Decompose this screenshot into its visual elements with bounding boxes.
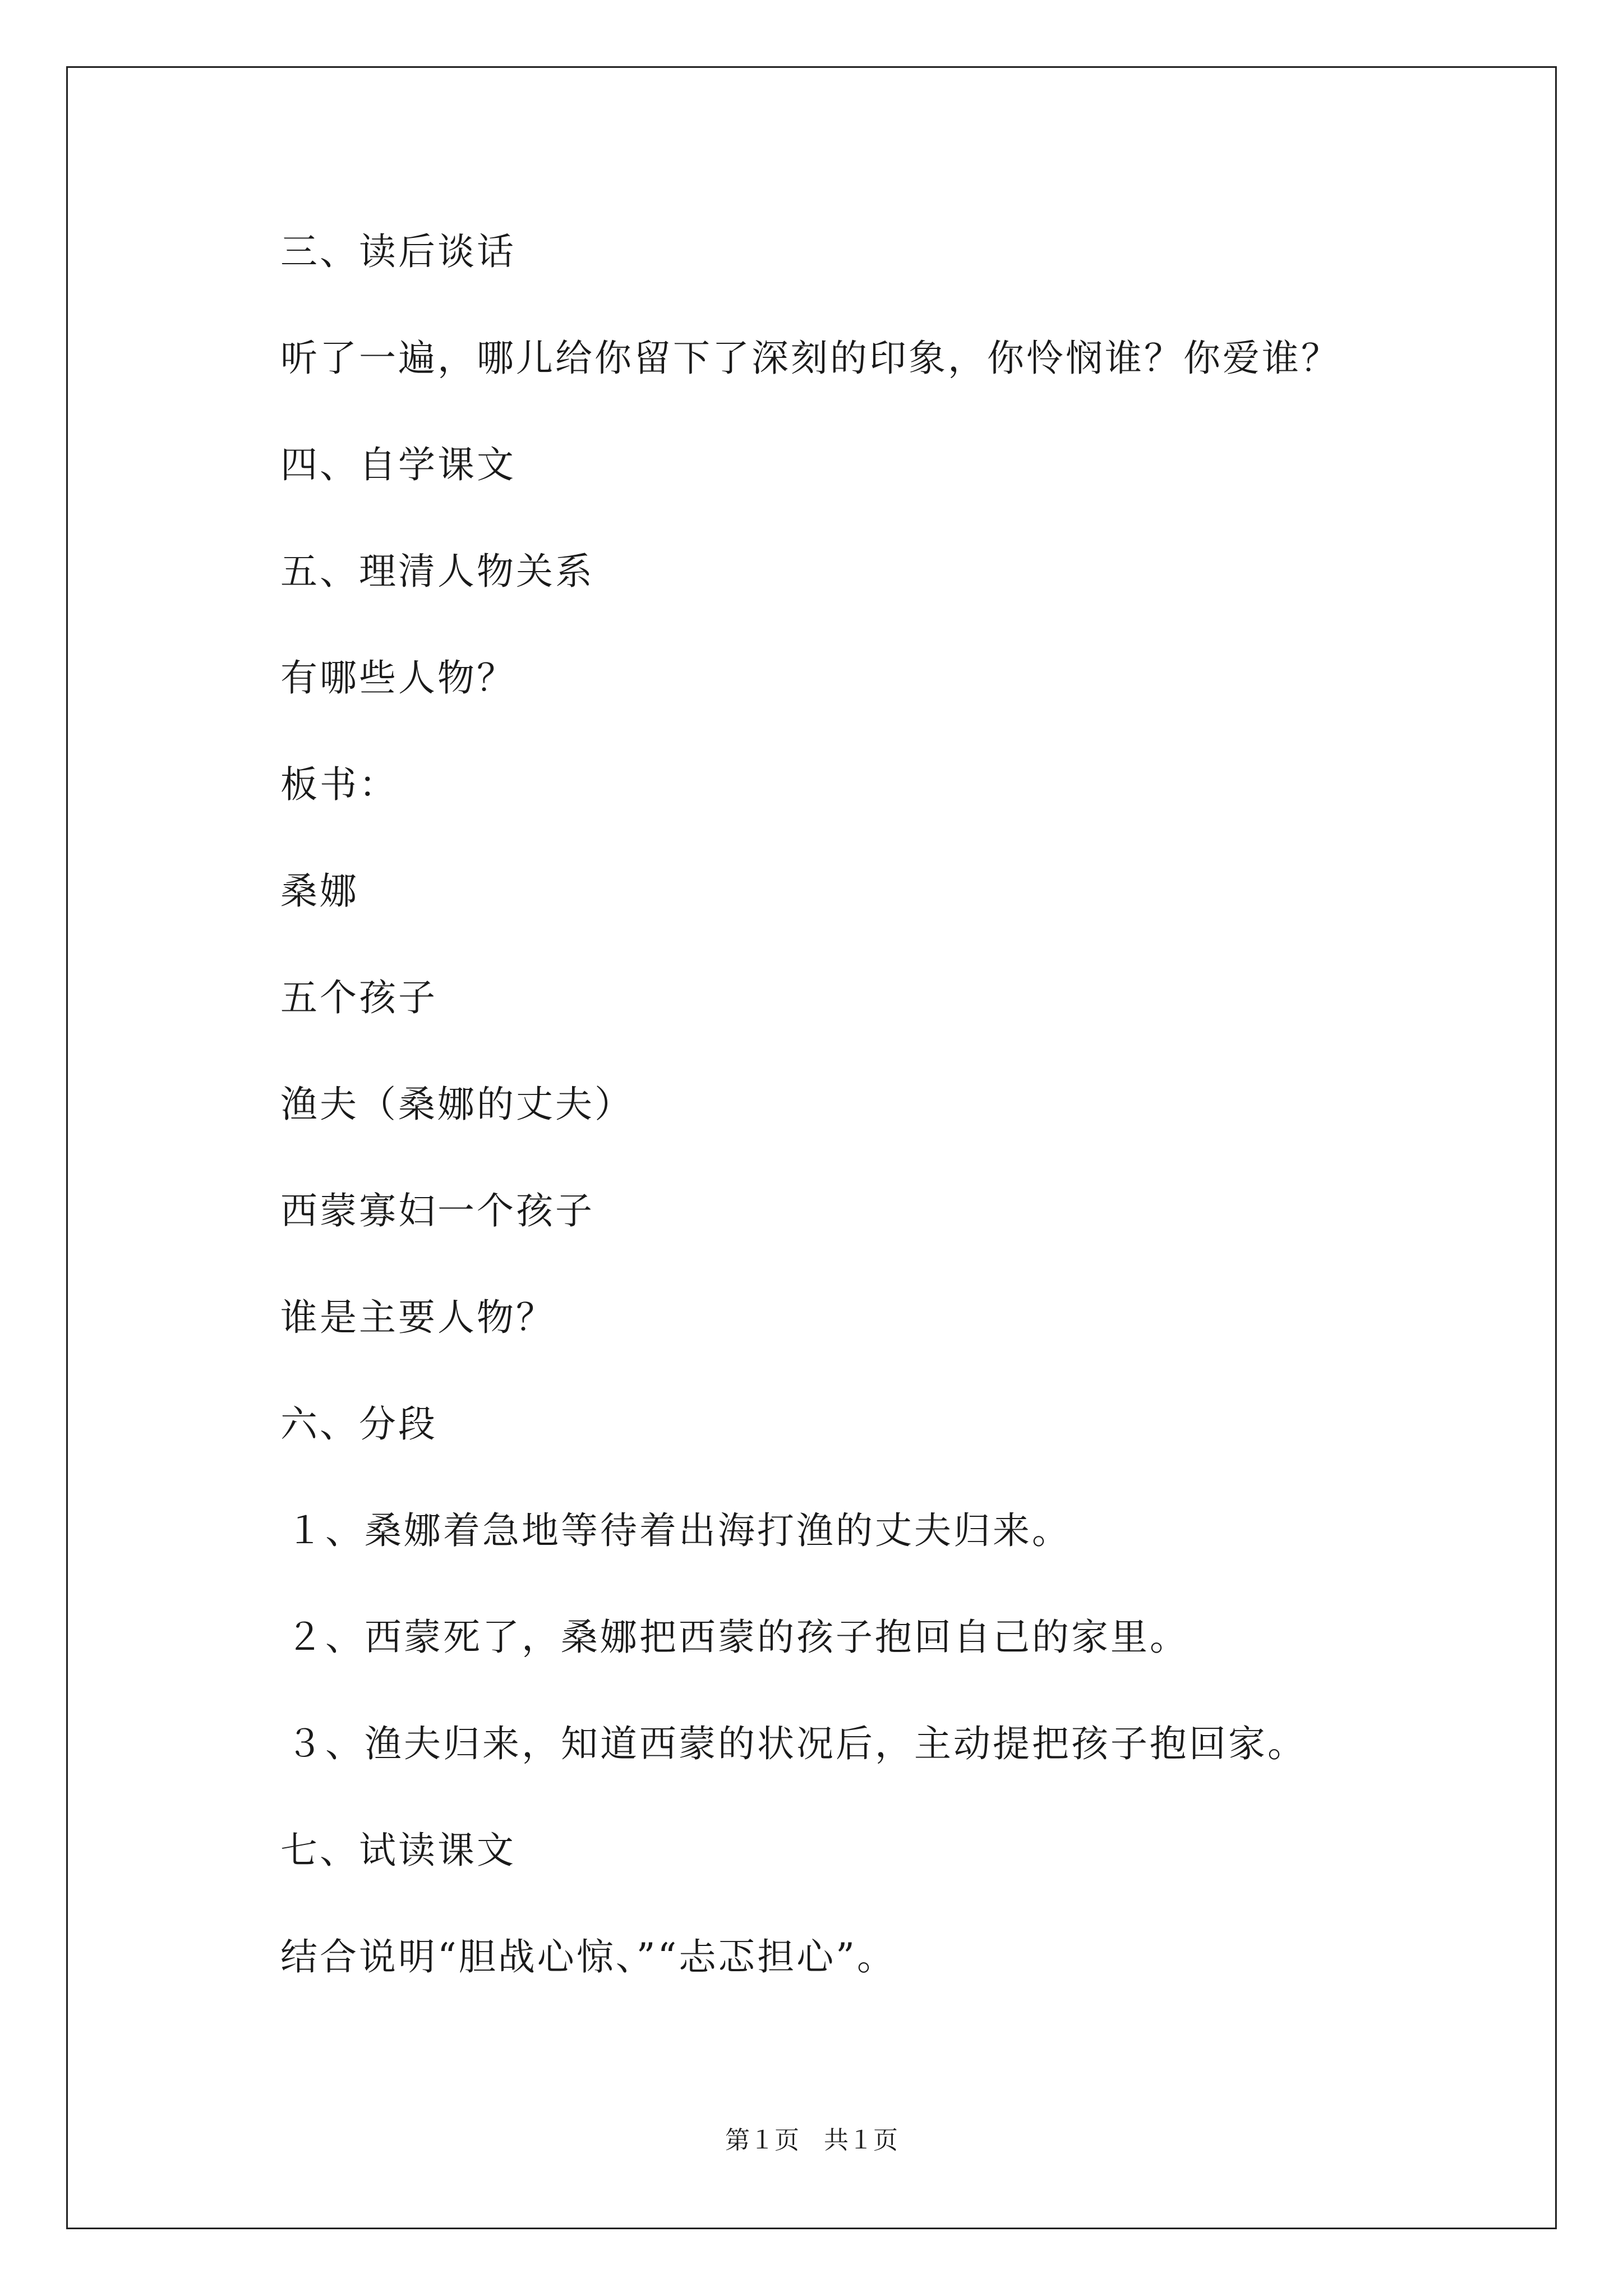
section-heading-relations: 五、理清人物关系 xyxy=(280,550,594,593)
section-heading-trial-reading: 七、试读课文 xyxy=(280,1829,516,1872)
segment-item-2: ２、西蒙死了，桑娜把西蒙的孩子抱回自己的家里。 xyxy=(286,1616,1189,1659)
list-item-sangna: 桑娜 xyxy=(280,869,359,913)
section-heading-discussion: 三、读后谈话 xyxy=(280,230,516,273)
page-border xyxy=(66,66,1557,2229)
page-footer: 第１页 共１页 xyxy=(725,2126,898,2155)
segment-item-1: １、桑娜着急地等待着出海打渔的丈夫归来。 xyxy=(286,1509,1071,1552)
segment-item-3: ３、渔夫归来，知道西蒙的状况后，主动提把孩子抱回家。 xyxy=(286,1722,1307,1765)
section-heading-self-study: 四、自学课文 xyxy=(280,443,516,486)
list-item-simon-widow: 西蒙寡妇一个孩子 xyxy=(280,1189,594,1232)
paragraph-main-character-question: 谁是主要人物？ xyxy=(280,1296,555,1339)
paragraph-blackboard-label: 板书： xyxy=(280,763,398,806)
list-item-five-children: 五个孩子 xyxy=(280,976,437,1019)
list-item-fisherman: 渔夫（桑娜的丈夫） xyxy=(280,1083,634,1126)
paragraph-question: 听了一遍，哪儿给你留下了深刻的印象，你怜悯谁？你爱谁？ xyxy=(280,337,1340,380)
paragraph-explanation: 结合说明“胆战心惊、”“忐忑担心”。 xyxy=(280,1935,896,1978)
paragraph-characters-question: 有哪些人物？ xyxy=(280,656,516,700)
section-heading-segments: 六、分段 xyxy=(280,1402,437,1446)
